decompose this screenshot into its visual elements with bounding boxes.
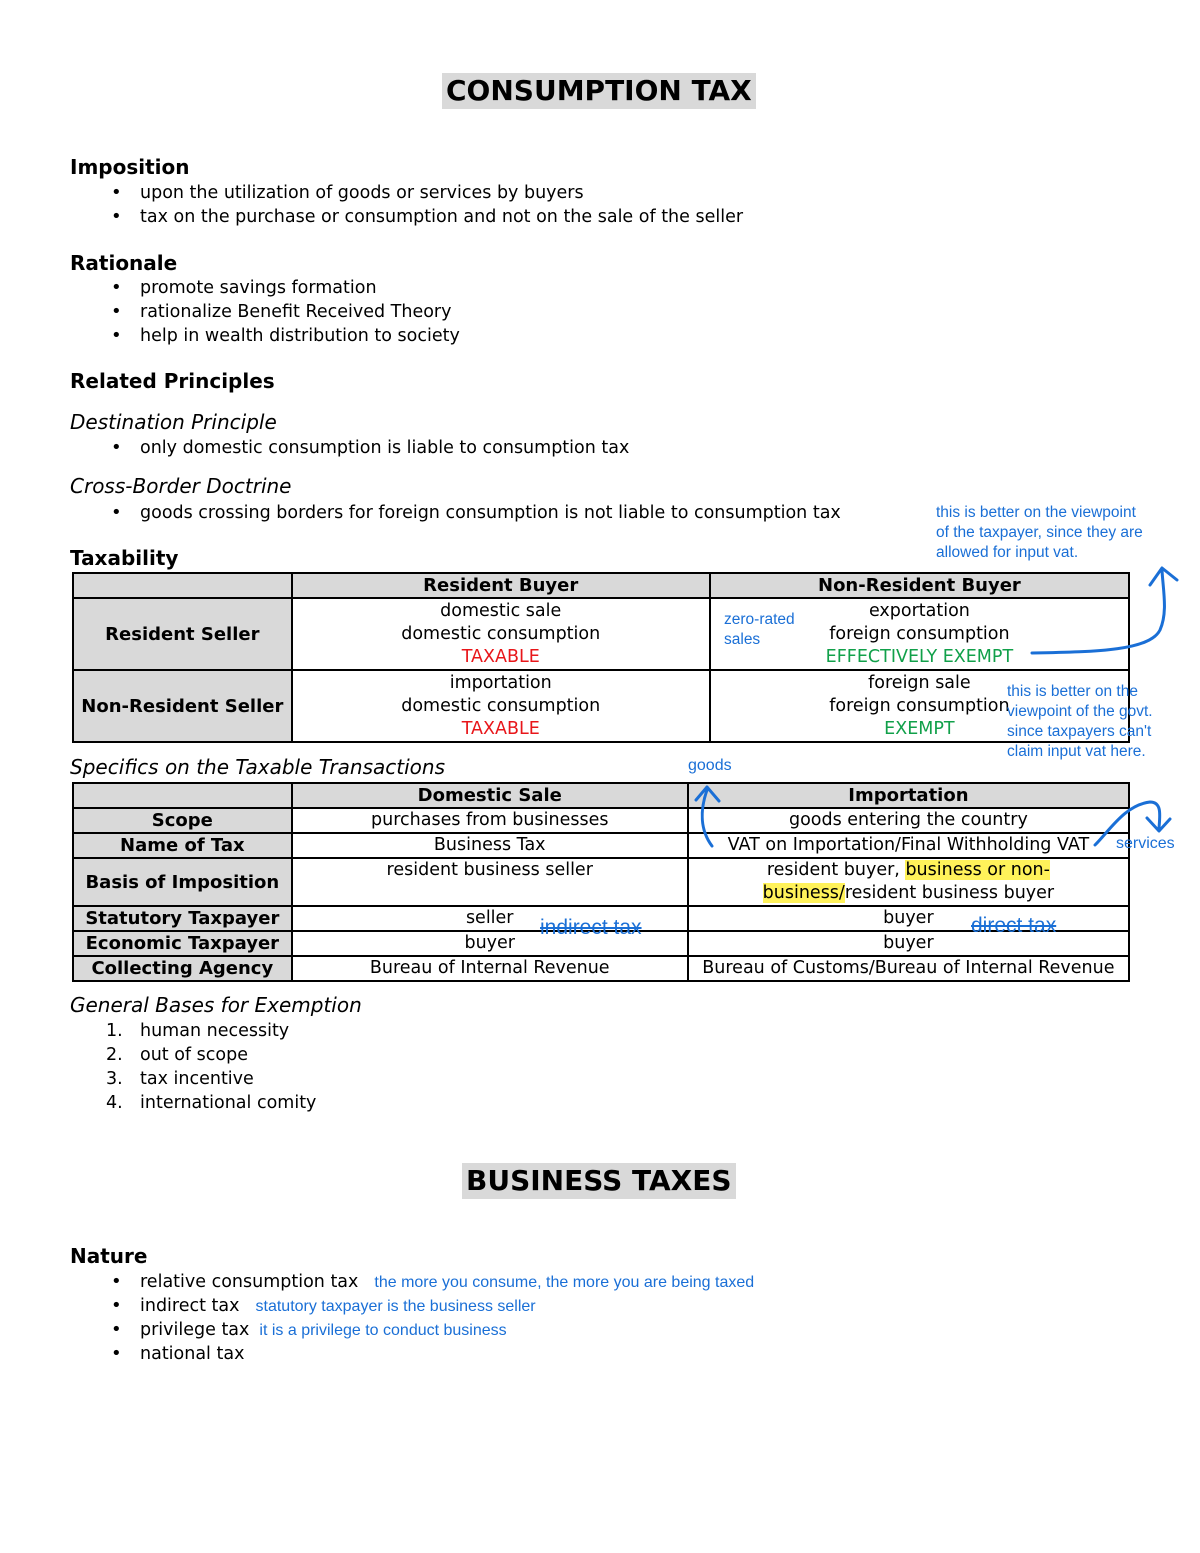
exemption-heading: General Bases for Exemption [70,993,362,1017]
note-line: since taxpayers can't [1007,723,1152,740]
row-label-resident-seller: Resident Seller [73,598,292,670]
header-importation: Importation [688,783,1129,808]
cell-line: importation [449,672,552,693]
rationale-heading: Rationale [70,251,178,275]
list-number: 3. [106,1069,123,1089]
row-label-non-resident-seller: Non-Resident Seller [73,670,292,742]
direct-tax-note: direct tax [971,914,1057,937]
list-text: human necessity [140,1021,290,1041]
note-line: claim input vat here. [1007,743,1146,760]
cell-line: foreign consumption [829,695,1010,716]
list-text: indirect tax [140,1296,240,1316]
handwritten-note: statutory taxpayer is the business seller [255,1298,536,1315]
row-label: Economic Taxpayer [73,931,292,956]
nature-heading: Nature [70,1244,148,1268]
consumption-tax-title: CONSUMPTION TAX [442,73,756,109]
effectively-exempt-status: EFFECTIVELY EXEMPT [825,646,1014,667]
cell-line: domestic consumption [401,623,601,644]
cell: buyer [688,931,1129,956]
arrow-to-goods [696,787,719,846]
list-text: relative consumption tax [140,1272,359,1292]
list-item: • upon the utilization of goods or services by buyers [70,181,743,205]
list-text: national tax [140,1344,245,1364]
destination-principle-heading: Destination Principle [70,410,277,434]
cell-line: foreign sale [868,672,971,693]
list-item: • goods crossing borders for foreign consumption is not liable to consumption tax [70,501,841,525]
row-label: Basis of Imposition [73,858,292,906]
taxability-heading: Taxability [70,546,179,570]
note-line: zero-rated [724,611,795,628]
taxable-status: TAXABLE [461,646,540,667]
header-resident-buyer: Resident Buyer [292,573,710,598]
handwritten-note: it is a privilege to conduct business [259,1322,507,1339]
cell: buyer [292,931,688,956]
note-line: viewpoint of the govt. [1007,703,1153,720]
cell: purchases from businesses [292,808,688,833]
note-line: of the taxpayer, since they are [936,524,1143,541]
note-line: allowed for input vat. [936,544,1079,561]
related-principles-heading: Related Principles [70,369,275,393]
list-item: • tax on the purchase or consumption and not on the sale of the seller [70,205,743,229]
specifics-heading: Specifics on the Taxable Transactions [70,755,445,779]
list-item: • help in wealth distribution to society [70,324,460,348]
cell-text: resident buyer, [766,860,906,880]
goods-note: goods [688,757,732,774]
row-label: Statutory Taxpayer [73,906,292,931]
imposition-heading: Imposition [70,155,190,179]
cell: Bureau of Customs/Bureau of Internal Revenue [688,956,1129,981]
taxable-status: TAXABLE [461,718,540,739]
cell-line: exportation [868,600,970,621]
cell: Business Tax [292,833,688,858]
header-non-resident-buyer: Non-Resident Buyer [710,573,1129,598]
list-text: tax incentive [140,1069,254,1089]
handwritten-note: the more you consume, the more you are being taxed [374,1274,755,1291]
arrow-to-taxpayer-note [1032,568,1177,653]
arrow-to-services [1095,802,1170,845]
exempt-status: EXEMPT [884,718,955,739]
cell: buyer [688,906,1129,931]
cross-border-heading: Cross-Border Doctrine [70,474,292,498]
list-text: out of scope [140,1045,248,1065]
list-text: international comity [140,1093,317,1113]
note-line: this is better on the viewpoint [936,504,1136,521]
cell-line: foreign consumption [829,623,1010,644]
cell-line: domestic sale [440,600,562,621]
row-label: Scope [73,808,292,833]
cell-text: resident business buyer [844,883,1055,903]
note-line: this is better on the [1007,683,1138,700]
indirect-tax-note: indirect tax [540,916,642,939]
list-item: • rationalize Benefit Received Theory [70,300,460,324]
header-domestic-sale: Domestic Sale [292,783,688,808]
list-number: 1. [106,1021,123,1041]
list-text: privilege tax [140,1320,250,1340]
business-taxes-title: BUSINESS TAXES [462,1163,736,1199]
list-number: 2. [106,1045,123,1065]
row-label: Name of Tax [73,833,292,858]
highlighted-text: business/ [762,883,845,903]
row-label: Collecting Agency [73,956,292,981]
cell: VAT on Importation/Final Withholding VAT [688,833,1129,858]
services-note: services [1116,835,1175,852]
cell: Bureau of Internal Revenue [292,956,688,981]
list-number: 4. [106,1093,123,1113]
cell: resident business seller [292,858,688,906]
cell: seller [292,906,688,931]
highlighted-text: business or non- [905,860,1050,880]
list-item: • only domestic consumption is liable to consumption tax [70,436,629,460]
cell: goods entering the country [688,808,1129,833]
list-item: • promote savings formation [70,276,460,300]
note-line: sales [724,631,761,648]
cell-line: domestic consumption [401,695,601,716]
